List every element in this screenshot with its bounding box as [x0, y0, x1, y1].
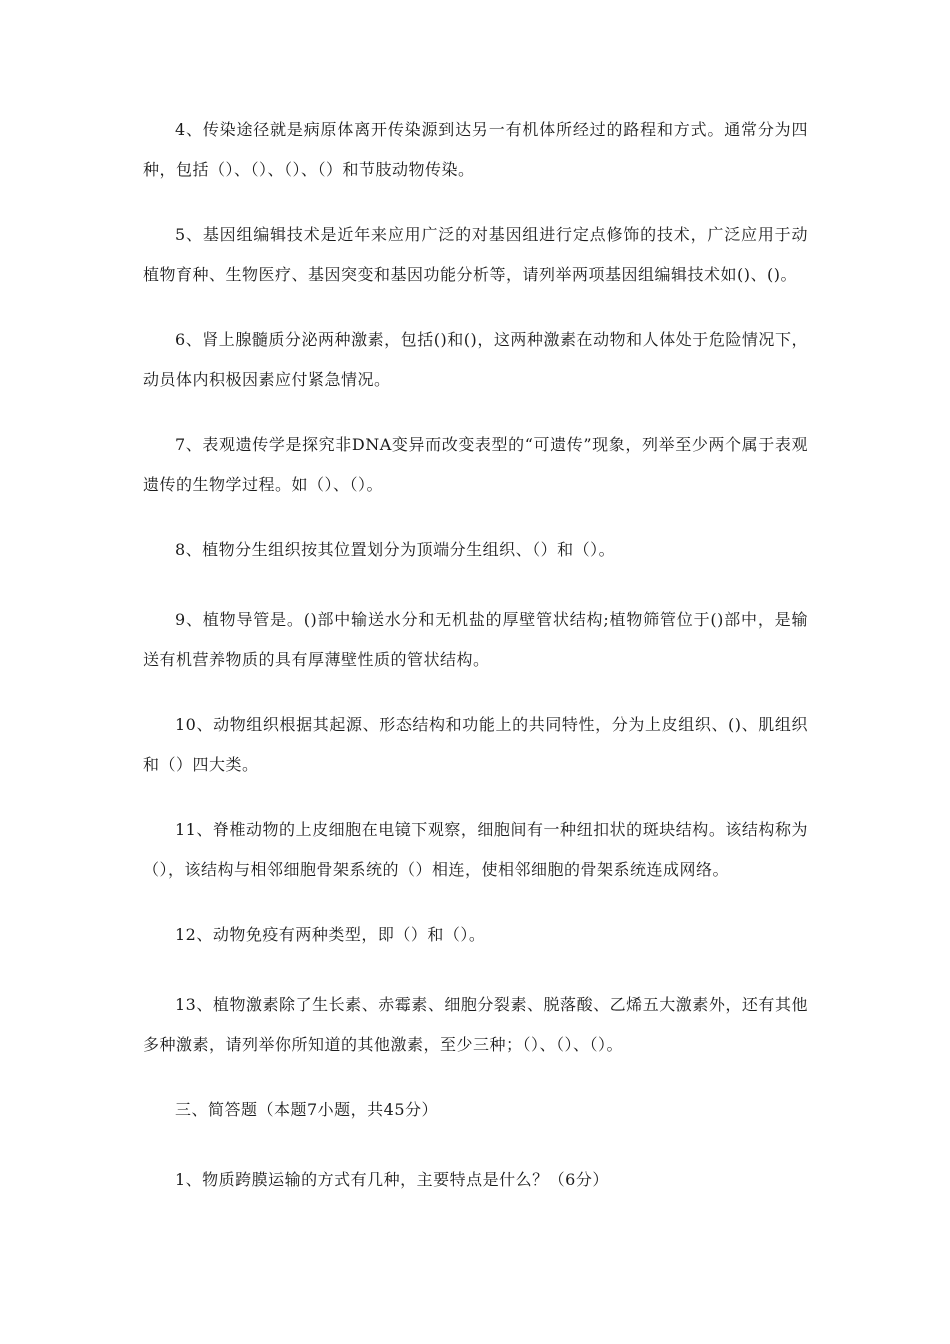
section-heading: 三、简答题（本题7小题，共45分） [175, 1100, 439, 1119]
question-4-paragraph: 4、传染途径就是病原体离开传染源到达另一有机体所经过的路程和方式。通常分为四种，包括（）、（）、（）、（）和节肢动物传染。 [143, 120, 808, 179]
question-5-paragraph: 5、基因组编辑技术是近年来应用广泛的对基因组进行定点修饰的技术，广泛应用于动植物育种、生物医疗、基因突变和基因功能分析等，请列举两项基因组编辑技术如()、()。 [143, 225, 808, 284]
question-10-paragraph: 10、动物组织根据其起源、形态结构和功能上的共同特性，分为上皮组织、()、肌组织和（）四大类。 [143, 715, 808, 774]
question-11-paragraph: 11、脊椎动物的上皮细胞在电镜下观察，细胞间有一种纽扣状的斑块结构。该结构称为（），该结构与相邻细胞骨架系统的（）相连，使相邻细胞的骨架系统连成网络。 [143, 820, 808, 879]
question-12-paragraph: 12、动物免疫有两种类型，即（）和（）。 [175, 925, 486, 944]
question-8-paragraph: 8、植物分生组织按其位置划分为顶端分生组织、（）和（）。 [175, 540, 616, 559]
question-6-paragraph: 6、肾上腺髓质分泌两种激素，包括()和()，这两种激素在动物和人体处于危险情况下，动员体内积极因素应付紧急情况。 [143, 330, 808, 389]
question-7-paragraph: 7、表观遗传学是探究非DNA变异而改变表型的“可遗传”现象，列举至少两个属于表观遗传的生物学过程。如（）、（）。 [143, 435, 808, 494]
short-answer-question-1: 1、物质跨膜运输的方式有几种，主要特点是什么？（6分） [175, 1170, 609, 1189]
question-13-paragraph: 13、植物激素除了生长素、赤霉素、细胞分裂素、脱落酸、乙烯五大激素外，还有其他多种激素，请列举你所知道的其他激素，至少三种；（）、（）、（）。 [143, 995, 808, 1054]
question-9-paragraph: 9、植物导管是。()部中输送水分和无机盐的厚壁管状结构;植物筛管位于()部中，是输送有机营养物质的具有厚薄壁性质的管状结构。 [143, 610, 808, 669]
